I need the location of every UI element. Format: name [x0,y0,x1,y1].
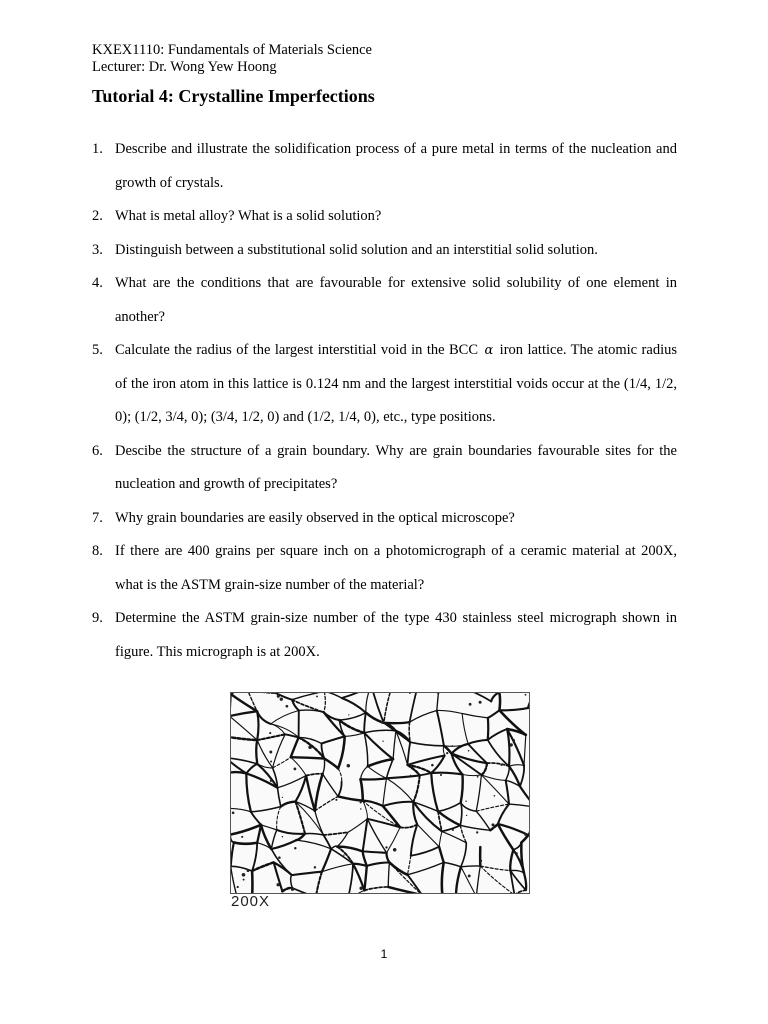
grain-boundary [256,740,257,764]
grain-boundary [315,811,324,835]
grain-boundary [408,862,444,874]
grain-speck [278,856,281,859]
grain-boundary [231,842,234,866]
page-title: Tutorial 4: Crystalline Imperfections [92,86,375,106]
grain-boundary [316,872,322,893]
question-8 [92,535,677,602]
question-number: 4. [92,275,103,291]
grain-boundary [246,764,257,774]
grain-boundary [342,698,366,713]
grain-boundary [338,796,363,800]
grain-speck [294,847,296,849]
grain-boundary [481,775,505,781]
grain-boundary [476,811,490,830]
grain-speck [409,693,411,694]
grain-speck [269,732,271,734]
grain-speck [510,743,513,746]
grain-boundary [410,711,437,723]
grain-boundary [291,875,293,888]
grain-boundary [257,734,285,740]
grain-boundary [488,740,509,766]
grain-boundary [491,693,499,701]
grain-boundary [515,890,526,893]
grain-boundary [363,801,368,819]
grain-boundary [437,710,462,713]
grain-speck [276,883,279,886]
grain-boundary [324,832,349,835]
grain-boundary [437,711,444,746]
question-number: 2. [92,208,103,224]
grain-speck [468,874,471,877]
grain-boundary [400,824,417,827]
grain-boundary [338,768,342,781]
grain-speck [451,745,453,747]
grain-boundary [462,714,488,718]
question-number: 1. [92,141,103,157]
grain-boundary [463,775,482,776]
grain-boundary [408,875,423,893]
grain-boundary [461,843,466,867]
grain-boundary [411,847,439,856]
grain-boundary [488,710,500,718]
grain-boundary [323,774,338,797]
grain-boundary [278,788,281,807]
question-text: Descibe the structure of a grain boundary. Why are grain boundaries favourable sites for the nucleation and growth of precipitates? [115,442,677,492]
grain-speck [348,714,349,715]
question-text: Describe and illustrate the solidification process of a pure metal in terms of the nucleation and growth of crystals. [115,141,677,191]
grain-boundary [388,863,389,887]
grain-boundary [231,825,261,835]
grain-boundary [277,830,305,834]
question-text-part: iron lattice. The atomic radius of the iron atom in this lattice is 0.124 nm and the largest interstitial voids occur at the (1/4, 1/2, 0); (1/2, 3/4, 0); (3/4, 1/2, 0) and (1/2, 1/4, 0), etc., type positions. [115,342,677,425]
page-number: 1 [380,947,388,961]
grain-speck [525,694,527,696]
grain-boundary [488,729,507,740]
grain-boundary [368,759,393,766]
grain-boundary [438,811,460,825]
grain-boundary [281,802,296,807]
grain-boundary [431,773,438,811]
question-text: Distinguish between a substitutional solid solution and an interstitial solid solution. [115,241,598,258]
question-2 [92,200,677,234]
grain-boundary [305,833,324,835]
grain-boundary-pattern [231,693,529,893]
grain-boundary [456,867,461,893]
grain-boundary [368,766,387,778]
question-text: Why grain boundaries are easily observed in the optical microscope? [115,509,515,526]
grain-boundary [339,713,366,721]
grain-boundary [361,779,363,800]
grain-speck [314,866,316,868]
grain-boundary [338,782,342,797]
grain-speck [452,829,454,831]
grain-boundary [384,693,392,723]
grain-boundary [231,693,247,694]
grain-boundary [252,871,253,893]
grain-speck [465,800,466,801]
question-list [92,133,677,669]
question-text: What is metal alloy? What is a solid solution? [115,208,382,224]
grain-boundary [408,742,411,765]
grain-speck [381,721,384,724]
document-header [92,42,372,76]
grain-boundary [364,866,366,891]
grain-boundary [461,803,477,812]
question-9 [92,602,677,669]
grain-boundary [292,888,316,893]
question-text: If there are 400 grains per square inch on a photomicrograph of a ceramic material at 200X, what is the ASTM grain-size number of the material? [115,543,677,593]
grain-boundary [460,803,462,826]
grain-boundary [345,733,365,737]
grain-speck [308,745,312,749]
grain-boundary [291,757,306,775]
grain-boundary [231,758,257,764]
grain-boundary [524,735,526,766]
grain-boundary [231,711,257,716]
grain-boundary [363,819,368,852]
grain-speck [440,774,442,776]
grain-boundary [363,851,367,866]
grain-speck [446,752,448,754]
grain-boundary [251,807,281,812]
grain-boundary [322,849,331,872]
grain-speck [359,887,363,891]
grain-boundary [361,766,368,779]
grain-boundary [442,825,460,831]
question-3 [92,234,677,268]
grain-boundary [461,775,463,803]
grain-speck [243,879,245,881]
grain-boundary [231,772,246,774]
grain-speck [270,779,272,781]
grain-speck [500,764,502,766]
grain-boundary [439,847,444,863]
question-number: 5. [92,342,103,358]
grain-boundary [383,802,414,806]
question-text: Determine the ASTM grain-size number of the type 430 stainless steel micrograph shown in figure. This micrograph is at 200X. [115,610,677,660]
grain-boundary [324,693,326,712]
grain-boundary [296,840,331,849]
grain-speck [237,886,239,888]
grain-boundary [324,759,338,769]
grain-speck [524,833,527,836]
grain-speck [466,815,467,816]
grain-boundary [506,766,509,780]
grain-speck [282,797,283,798]
grain-speck [280,698,283,701]
grain-boundary [367,819,386,853]
grain-boundary [363,851,387,852]
grain-speck [277,695,280,698]
grain-boundary [315,774,323,811]
grain-boundary [528,693,529,708]
grain-boundary [509,765,524,767]
grain-speck [335,799,337,801]
grain-speck [232,811,235,814]
grain-boundary [234,842,257,843]
question-number: 6. [92,442,103,459]
grain-speck [360,801,362,803]
grain-boundary [420,773,432,775]
question-number: 9. [92,610,103,626]
figure-caption: 200X [231,893,271,910]
grain-boundary [252,862,274,871]
grain-boundary [462,714,468,744]
grain-boundary [231,716,257,740]
grain-boundary [461,867,477,893]
grain-boundary [306,774,323,776]
grain-speck [343,854,344,855]
alpha-symbol: α [484,343,494,358]
grain-boundary [353,864,364,891]
grain-boundary [252,843,257,871]
grain-boundary [383,778,387,806]
grain-boundary [387,759,394,778]
question-4 [92,267,677,334]
grain-boundary [499,693,500,710]
grain-boundary [291,737,299,757]
grain-boundary [306,776,315,811]
grain-boundary [393,731,396,759]
grain-speck [431,764,434,767]
grain-speck [469,703,472,706]
grain-boundary [251,812,261,825]
grain-speck [291,888,294,891]
grain-boundary [367,862,390,865]
grain-speck [316,695,318,697]
grain-speck [286,705,289,708]
grain-boundary [520,766,524,787]
grain-boundary [366,693,372,713]
grain-boundary [438,803,461,812]
grain-speck [491,823,494,826]
grain-boundary [437,693,439,711]
grain-speck [480,860,482,862]
grain-boundary [292,700,299,711]
grain-boundary [468,740,488,744]
grain-speck [269,751,272,754]
grain-boundary [476,775,481,811]
grain-boundary [361,778,387,779]
grain-boundary [246,773,251,811]
grain-boundary [410,742,444,746]
question-text: What are the conditions that are favourable for extensive solid solubility of one element in another? [115,275,677,325]
grain-boundary [387,778,414,802]
grain-boundary [348,819,367,832]
grain-boundary [364,733,393,759]
grain-boundary [476,866,480,893]
lecturer-line: Lecturer: Dr. Wong Yew Hoong [92,59,277,75]
grain-speck [476,889,477,890]
grain-boundary [339,720,364,733]
grain-boundary [291,757,325,758]
grain-boundary [292,693,324,700]
grain-speck [385,846,387,848]
grain-boundary [509,804,529,807]
grain-speck [515,852,518,855]
grain-boundary [431,773,462,775]
grain-boundary [521,835,528,843]
grain-boundary [387,775,420,778]
grain-boundary [520,786,529,807]
grain-boundary [315,796,338,811]
grain-boundary [387,853,390,863]
grain-boundary [454,693,491,701]
grain-boundary [322,864,353,872]
grain-boundary [338,736,345,768]
grain-boundary [411,824,417,855]
grain-speck [494,795,496,797]
grain-boundary [439,831,442,846]
grain-speck [382,741,383,742]
grain-boundary [408,765,432,773]
grain-boundary [460,825,490,830]
grain-boundary [498,804,509,824]
question-7 [92,502,677,536]
grain-boundary [277,807,281,830]
grain-boundary [257,740,272,768]
grain-speck [479,701,482,704]
grain-boundary [273,734,286,768]
question-text-part: Calculate the radius of the largest interstitial void in the BCC [115,342,479,358]
grain-speck [270,760,272,762]
grain-boundary [347,864,353,893]
grain-boundary [322,736,345,743]
grain-boundary [231,866,238,893]
grain-boundary [488,718,489,740]
grain-boundary [499,708,528,710]
grain-boundary [271,711,299,724]
grain-boundary [408,856,411,875]
grain-speck [476,831,478,833]
grain-speck [468,750,470,752]
micrograph-image [230,692,530,894]
grain-boundary [363,801,383,806]
grain-boundary [292,872,322,875]
question-text [115,334,677,435]
grain-speck [477,776,479,778]
question-1 [92,133,677,200]
grain-boundary [481,763,487,775]
grain-speck [391,759,393,761]
grain-boundary [528,807,529,835]
grain-boundary [389,863,407,875]
question-number: 7. [92,509,103,526]
grain-speck [347,764,350,767]
grain-speck [410,775,411,776]
grain-speck [282,836,283,837]
grain-boundary [364,733,368,767]
grain-speck [393,848,397,852]
grain-speck [242,873,246,877]
grain-speck [294,768,297,771]
grain-boundary [510,850,513,871]
grain-boundary [409,722,410,742]
course-line: KXEX1110: Fundamentals of Materials Science [92,42,372,58]
question-6 [92,435,677,502]
grain-boundary [364,713,366,733]
grain-boundary [257,711,258,740]
question-number: 3. [92,241,103,258]
grain-boundary [282,888,292,892]
grain-boundary [231,808,251,811]
question-5 [92,334,677,435]
grain-speck [241,836,243,838]
grain-boundary [413,775,419,802]
grain-boundary [324,712,345,736]
grain-boundary [442,862,444,893]
grain-speck [247,869,250,872]
grain-boundary [461,866,480,867]
grain-boundary [364,887,388,891]
grain-boundary [364,730,396,733]
grain-boundary [324,693,341,698]
grain-boundary [271,830,277,849]
grain-speck [360,808,361,809]
grain-speck [512,739,515,742]
grain-boundary [444,862,461,866]
question-number: 8. [92,543,103,559]
grain-boundary [271,840,296,849]
grain-boundary [323,759,325,774]
grain-boundary [337,847,353,864]
